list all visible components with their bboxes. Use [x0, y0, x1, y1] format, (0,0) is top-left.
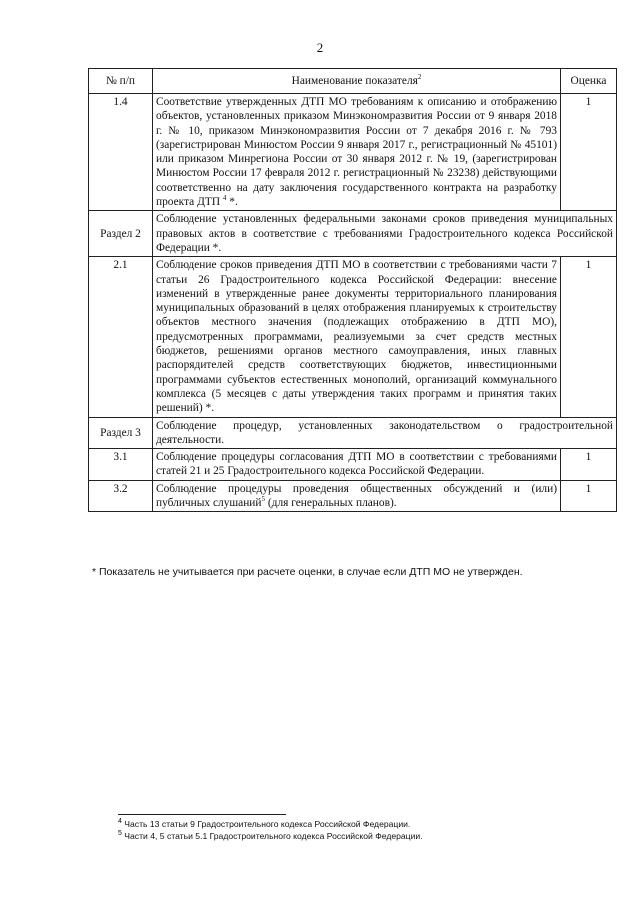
row-indicator: [153, 480, 561, 512]
footnote-item: [118, 830, 598, 842]
footnote-text: Части 4, 5 статьи 5.1 Градостроительного кодекса Российской Федерации.: [121, 831, 423, 841]
row-score: 1: [561, 480, 617, 512]
header-name: [153, 69, 561, 94]
table-row: [89, 480, 617, 512]
row-indicator-text: Соблюдение процедуры проведения общественных обсуждений и (или) публичных слушаний: [156, 482, 557, 510]
footnote-text: Часть 13 статьи 9 Градостроительного кодекса Российской Федерации.: [121, 819, 411, 829]
footnote-separator: [118, 814, 286, 815]
header-num: № п/п: [89, 69, 153, 94]
table-section-row: [89, 417, 617, 449]
row-footnote-ref: 4: [222, 194, 227, 203]
footnote-mark: 5: [118, 830, 122, 838]
footnotes: [118, 818, 598, 842]
header-name-label: Наименование показателя: [291, 74, 418, 87]
row-score: 1: [561, 257, 617, 417]
row-indicator-text: Соответствие утвержденных ДТП МО требованиям к описанию и отображению объектов, установленных приказом Минэкономразвития России от 9 января 2018 г. № 10, приказом Минэкономразвития России от 7 декабря 2016 г. № 793 (зарегистрирован Минюстом России 9 января 2017 г., регистрационный № 45101) или приказом Минрегиона России от 30 января 2012 г. № 19, (зарегистрирован Минюстом России 17 февраля 2012 г. регистрационный № 23238) действующими соответственно на дату заключения государственного контракта на разработку проекта ДТП: [156, 96, 557, 209]
row-score: 1: [561, 449, 617, 481]
section-number: Раздел 2: [89, 211, 153, 257]
table-row: [89, 94, 617, 211]
row-indicator-tail: (для генеральных планов).: [265, 497, 397, 510]
row-score: 1: [561, 94, 617, 211]
table-row: [89, 257, 617, 417]
page-number: 2: [316, 40, 324, 55]
section-title: Соблюдение процедур, установленных законодательством о градостроительной деятельности.: [153, 417, 617, 449]
footnote-mark: 4: [118, 818, 122, 826]
section-title: Соблюдение установленных федеральными законами сроков приведения муниципальных правовых актов в соответствие с требованиями Градостроительного кодекса Российской Федерации *.: [153, 211, 617, 257]
row-indicator: Соблюдение процедуры согласования ДТП МО в соответствии с требованиями статей 21 и 25 Градостроительного кодекса Российской Федерации.: [153, 449, 561, 481]
row-number: 3.1: [89, 449, 153, 481]
row-indicator: [153, 94, 561, 211]
row-indicator-tail: *.: [226, 196, 238, 209]
footnote-item: [118, 818, 598, 830]
row-number: 1.4: [89, 94, 153, 211]
table-note: * Показатель не учитывается при расчете оценки, в случае если ДТП МО не утвержден.: [92, 566, 523, 578]
header-score: Оценка: [561, 69, 617, 94]
table-section-row: [89, 211, 617, 257]
indicators-table: [88, 68, 617, 512]
table-header-row: [89, 69, 617, 94]
row-number: 3.2: [89, 480, 153, 512]
table-row: [89, 449, 617, 481]
section-number: Раздел 3: [89, 417, 153, 449]
row-footnote-ref: 5: [261, 495, 266, 504]
header-name-sup: 2: [417, 73, 422, 82]
row-number: 2.1: [89, 257, 153, 417]
row-indicator: Соблюдение сроков приведения ДТП МО в соответствии с требованиями части 7 статьи 26 Градостроительного кодекса Российской Федерации: внесение изменений в утвержденные ранее документы территориального планирования муниципальных образований в целях отображения планируемых к строительству объектов местного значения (подлежащих отображению в ДТП МО), предусмотренных программами, реализуемыми за счет средств местных бюджетов, решениями органов местного самоуправления, иных главных распорядителей средств соответствующих бюджетов, инвестиционными программами субъектов естественных монополий, организаций коммунального комплекса (5 месяцев с даты утверждения таких программ и принятия таких решений) *.: [153, 257, 561, 417]
